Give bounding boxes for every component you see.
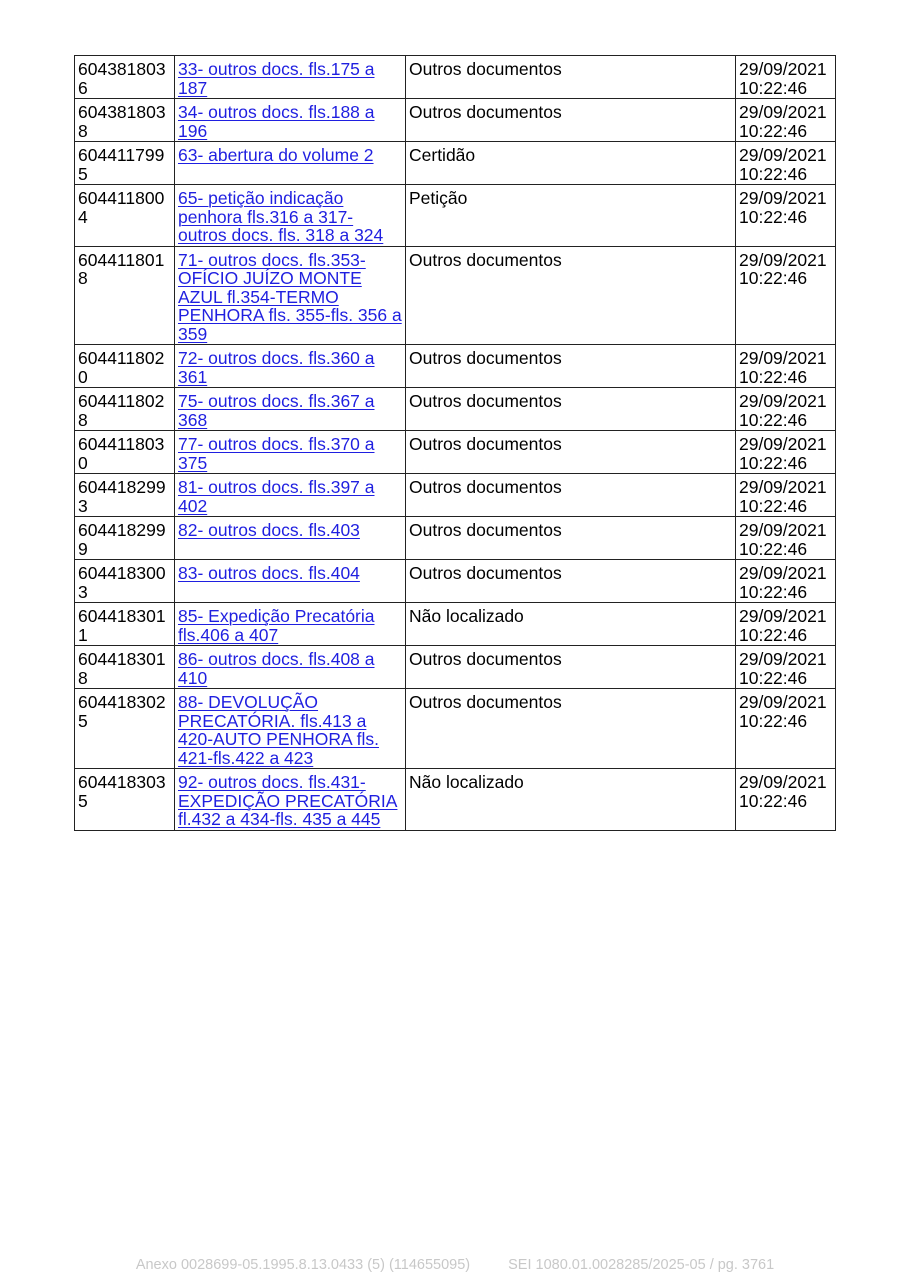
document-date-cell: 29/09/2021 10:22:46	[736, 431, 836, 474]
document-link[interactable]: 81- outros docs. fls.397 a 402	[178, 477, 375, 516]
document-type-cell: Certidão	[406, 142, 736, 185]
table-row	[75, 56, 836, 99]
document-id-cell: 6044117995	[75, 142, 175, 185]
document-link[interactable]: 33- outros docs. fls.175 a 187	[178, 59, 375, 98]
document-id-cell: 6044183018	[75, 646, 175, 689]
document-type-cell: Outros documentos	[406, 388, 736, 431]
document-type-cell: Outros documentos	[406, 246, 736, 345]
document-link[interactable]: 71- outros docs. fls.353- OFÍCIO JUÍZO MONTE AZUL fl.354-TERMO PENHORA fls. 355-fls. 356 a 359	[178, 249, 402, 344]
document-id-cell: 6044183035	[75, 769, 175, 831]
document-type-cell: Outros documentos	[406, 345, 736, 388]
table-row	[75, 388, 836, 431]
table-row	[75, 560, 836, 603]
document-type-cell: Outros documentos	[406, 689, 736, 769]
document-name-cell	[175, 646, 406, 689]
table-row	[75, 603, 836, 646]
document-id-cell: 6044118018	[75, 246, 175, 345]
table-row	[75, 246, 836, 345]
document-type-cell: Petição	[406, 185, 736, 247]
document-date-cell: 29/09/2021 10:22:46	[736, 517, 836, 560]
table-row	[75, 345, 836, 388]
document-date-cell: 29/09/2021 10:22:46	[736, 345, 836, 388]
table-row	[75, 646, 836, 689]
document-name-cell	[175, 474, 406, 517]
table-row	[75, 431, 836, 474]
document-type-cell: Outros documentos	[406, 474, 736, 517]
document-id-cell: 6043818038	[75, 99, 175, 142]
document-link[interactable]: 86- outros docs. fls.408 a 410	[178, 649, 375, 688]
document-id-cell: 6044118028	[75, 388, 175, 431]
document-name-cell	[175, 431, 406, 474]
document-link[interactable]: 77- outros docs. fls.370 a 375	[178, 434, 375, 473]
table-row	[75, 769, 836, 831]
document-name-cell	[175, 517, 406, 560]
document-id-cell: 6044118030	[75, 431, 175, 474]
document-date-cell: 29/09/2021 10:22:46	[736, 474, 836, 517]
documents-table	[74, 55, 836, 831]
document-id-cell: 6044182999	[75, 517, 175, 560]
document-link[interactable]: 72- outros docs. fls.360 a 361	[178, 348, 375, 387]
table-row	[75, 99, 836, 142]
document-name-cell	[175, 603, 406, 646]
document-type-cell: Outros documentos	[406, 646, 736, 689]
document-name-cell	[175, 560, 406, 603]
document-date-cell: 29/09/2021 10:22:46	[736, 769, 836, 831]
document-link[interactable]: 34- outros docs. fls.188 a 196	[178, 102, 375, 141]
document-id-cell: 6044118004	[75, 185, 175, 247]
document-id-cell: 6044183025	[75, 689, 175, 769]
table-row	[75, 474, 836, 517]
document-id-cell: 6043818036	[75, 56, 175, 99]
document-date-cell: 29/09/2021 10:22:46	[736, 142, 836, 185]
document-type-cell: Outros documentos	[406, 431, 736, 474]
document-id-cell: 6044183011	[75, 603, 175, 646]
document-date-cell: 29/09/2021 10:22:46	[736, 185, 836, 247]
document-date-cell: 29/09/2021 10:22:46	[736, 56, 836, 99]
document-id-cell: 6044182993	[75, 474, 175, 517]
document-name-cell	[175, 388, 406, 431]
document-link[interactable]: 82- outros docs. fls.403	[178, 520, 360, 540]
document-name-cell	[175, 689, 406, 769]
document-link[interactable]: 92- outros docs. fls.431- EXPEDIÇÃO PRECATÓRIA fl.432 a 434-fls. 435 a 445	[178, 772, 398, 829]
document-link[interactable]: 88- DEVOLUÇÃO PRECATÓRIA. fls.413 a 420-AUTO PENHORA fls. 421-fls.422 a 423	[178, 692, 379, 768]
document-name-cell	[175, 56, 406, 99]
table-row	[75, 689, 836, 769]
document-id-cell: 6044183003	[75, 560, 175, 603]
document-type-cell: Outros documentos	[406, 99, 736, 142]
document-date-cell: 29/09/2021 10:22:46	[736, 560, 836, 603]
document-name-cell	[175, 99, 406, 142]
document-link[interactable]: 83- outros docs. fls.404	[178, 563, 360, 583]
page-footer	[0, 1257, 910, 1273]
footer-annex-reference: Anexo 0028699-05.1995.8.13.0433 (5) (114655095)	[135, 1257, 471, 1273]
table-row	[75, 185, 836, 247]
document-date-cell: 29/09/2021 10:22:46	[736, 246, 836, 345]
document-date-cell: 29/09/2021 10:22:46	[736, 99, 836, 142]
document-type-cell: Outros documentos	[406, 517, 736, 560]
document-type-cell: Não localizado	[406, 769, 736, 831]
document-type-cell: Outros documentos	[406, 560, 736, 603]
documents-table-body	[75, 56, 836, 831]
table-row	[75, 517, 836, 560]
document-link[interactable]: 65- petição indicação penhora fls.316 a 317- outros docs. fls. 318 a 324	[178, 188, 384, 245]
document-name-cell	[175, 185, 406, 247]
table-row	[75, 142, 836, 185]
document-type-cell: Não localizado	[406, 603, 736, 646]
document-date-cell: 29/09/2021 10:22:46	[736, 689, 836, 769]
document-type-cell: Outros documentos	[406, 56, 736, 99]
document-date-cell: 29/09/2021 10:22:46	[736, 388, 836, 431]
document-name-cell	[175, 142, 406, 185]
document-name-cell	[175, 769, 406, 831]
document-date-cell: 29/09/2021 10:22:46	[736, 603, 836, 646]
document-link[interactable]: 85- Expedição Precatória fls.406 a 407	[178, 606, 375, 645]
document-link[interactable]: 63- abertura do volume 2	[178, 145, 374, 165]
document-date-cell: 29/09/2021 10:22:46	[736, 646, 836, 689]
document-name-cell	[175, 345, 406, 388]
document-link[interactable]: 75- outros docs. fls.367 a 368	[178, 391, 375, 430]
footer-sei-reference: SEI 1080.01.0028285/2025-05 / pg. 3761	[508, 1257, 775, 1273]
document-id-cell: 6044118020	[75, 345, 175, 388]
document-name-cell	[175, 246, 406, 345]
